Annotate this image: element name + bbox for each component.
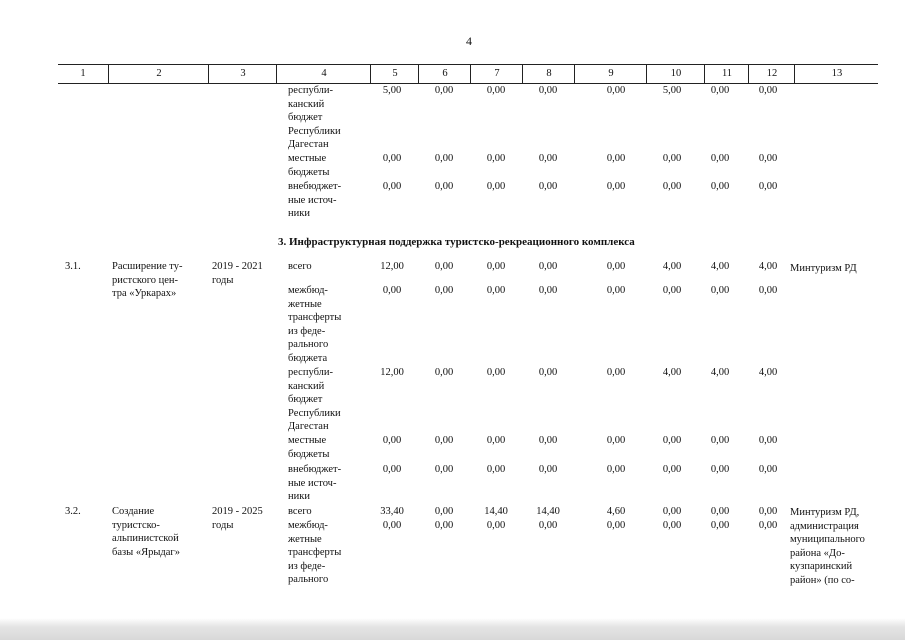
item-executor: Минтуризм РД, администрация муниципального района «До- кузпаринский район» (по со- — [790, 507, 865, 586]
item-3-1-value-col10: 0,00 — [662, 285, 682, 296]
item-3-1-value-col10: 4,00 — [662, 261, 682, 272]
item-3-2-row-label: всего — [288, 506, 312, 517]
item-3-2-value-col12: 0,00 — [758, 520, 778, 531]
item-3-1-value-col8: 0,00 — [538, 367, 558, 378]
item-3-1-value-col11: 4,00 — [710, 367, 730, 378]
item-3-1-value-col5: 0,00 — [382, 435, 402, 446]
item-3-1-value-col12: 4,00 — [758, 367, 778, 378]
table-header-row — [58, 64, 878, 84]
carryover-value-col9: 0,00 — [606, 181, 626, 192]
carryover-value-col7: 0,00 — [486, 85, 506, 96]
carryover-value-col12: 0,00 — [758, 153, 778, 164]
carryover-value-col6: 0,00 — [434, 85, 454, 96]
item-3-1-value-col11: 0,00 — [710, 435, 730, 446]
item-3-1-value-col11: 0,00 — [710, 285, 730, 296]
item-3-2-value-col5: 33,40 — [380, 506, 404, 517]
item-3-1-value-col8: 0,00 — [538, 435, 558, 446]
carryover-value-col8: 0,00 — [538, 85, 558, 96]
item-period: 2019 - 2025 годы — [212, 506, 263, 531]
carryover-value-col5: 0,00 — [382, 153, 402, 164]
carryover-value-col9: 0,00 — [606, 153, 626, 164]
carryover-value-col10: 0,00 — [662, 181, 682, 192]
carryover-value-col10: 5,00 — [662, 85, 682, 96]
carryover-value-col12: 0,00 — [758, 181, 778, 192]
header-cell-7: 7 — [470, 65, 523, 83]
header-cell-11: 11 — [704, 65, 749, 83]
carryover-value-col5: 5,00 — [382, 85, 402, 96]
item-3-1-value-col5: 12,00 — [380, 261, 404, 272]
header-cell-12: 12 — [748, 65, 795, 83]
item-3-1-value-col5: 0,00 — [382, 285, 402, 296]
header-cell-4: 4 — [276, 65, 371, 83]
item-executor: Минтуризм РД — [790, 263, 857, 274]
item-3-1-value-col11: 4,00 — [710, 261, 730, 272]
item-3-1-value-col10: 4,00 — [662, 367, 682, 378]
item-3-1-value-col12: 0,00 — [758, 285, 778, 296]
header-cell-2: 2 — [108, 65, 209, 83]
item-number: 3.1. — [65, 261, 81, 272]
item-3-1-value-col6: 0,00 — [434, 435, 454, 446]
item-3-2-value-col7: 14,40 — [484, 506, 508, 517]
item-3-1-value-col5: 12,00 — [380, 367, 404, 378]
header-cell-13: 13 — [794, 65, 879, 83]
header-cell-9: 9 — [574, 65, 647, 83]
item-3-2-value-col11: 0,00 — [710, 520, 730, 531]
carryover-row-label: внебюджет- ные источ- ники — [288, 181, 342, 219]
item-number: 3.2. — [65, 506, 81, 517]
item-name: Расширение ту- ристского цен- тра «Уркарах» — [112, 261, 183, 299]
carryover-value-col6: 0,00 — [434, 153, 454, 164]
item-3-1-value-col6: 0,00 — [434, 285, 454, 296]
carryover-value-col8: 0,00 — [538, 153, 558, 164]
carryover-value-col6: 0,00 — [434, 181, 454, 192]
carryover-value-col7: 0,00 — [486, 181, 506, 192]
item-3-2-value-col8: 14,40 — [536, 506, 560, 517]
item-period: 2019 - 2021 годы — [212, 261, 263, 286]
item-3-1-value-col7: 0,00 — [486, 464, 506, 475]
item-3-1-value-col8: 0,00 — [538, 261, 558, 272]
header-cell-5: 5 — [370, 65, 419, 83]
item-3-1-row-label: местные бюджеты — [288, 435, 330, 460]
header-cell-6: 6 — [418, 65, 471, 83]
item-3-2-value-col11: 0,00 — [710, 506, 730, 517]
item-3-1-value-col8: 0,00 — [538, 464, 558, 475]
item-3-2-value-col12: 0,00 — [758, 506, 778, 517]
section-title: 3. Инфраструктурная поддержка туристско-рекреационного комплекса — [278, 236, 635, 248]
item-3-1-row-label: всего — [288, 261, 312, 272]
carryover-value-col11: 0,00 — [710, 85, 730, 96]
item-3-1-value-col10: 0,00 — [662, 464, 682, 475]
carryover-value-col8: 0,00 — [538, 181, 558, 192]
item-3-2-row-label: межбюд- жетные трансферты из феде- рального — [288, 520, 342, 585]
item-3-1-value-col11: 0,00 — [710, 464, 730, 475]
item-name: Создание туристско- альпинистской базы «Ярыдаг» — [112, 506, 180, 558]
header-cell-3: 3 — [208, 65, 277, 83]
carryover-row-label: республи- канский бюджет Республики Дагестан — [288, 85, 341, 150]
item-3-1-value-col9: 0,00 — [606, 367, 626, 378]
carryover-value-col10: 0,00 — [662, 153, 682, 164]
item-3-1-value-col12: 4,00 — [758, 261, 778, 272]
item-3-1-value-col7: 0,00 — [486, 285, 506, 296]
item-3-1-value-col6: 0,00 — [434, 464, 454, 475]
item-3-1-value-col6: 0,00 — [434, 367, 454, 378]
item-3-2-value-col10: 0,00 — [662, 506, 682, 517]
item-3-1-value-col12: 0,00 — [758, 435, 778, 446]
carryover-value-col11: 0,00 — [710, 153, 730, 164]
item-3-1-value-col6: 0,00 — [434, 261, 454, 272]
carryover-row-label: местные бюджеты — [288, 153, 330, 178]
carryover-value-col7: 0,00 — [486, 153, 506, 164]
item-3-1-value-col10: 0,00 — [662, 435, 682, 446]
item-3-2-value-col7: 0,00 — [486, 520, 506, 531]
item-3-2-value-col6: 0,00 — [434, 506, 454, 517]
item-3-1-value-col8: 0,00 — [538, 285, 558, 296]
page-number: 4 — [466, 34, 472, 48]
item-3-1-row-label: республи- канский бюджет Республики Дагестан — [288, 367, 341, 432]
item-3-2-value-col5: 0,00 — [382, 520, 402, 531]
carryover-value-col12: 0,00 — [758, 85, 778, 96]
item-3-1-value-col7: 0,00 — [486, 261, 506, 272]
item-3-2-value-col10: 0,00 — [662, 520, 682, 531]
item-3-2-value-col8: 0,00 — [538, 520, 558, 531]
carryover-value-col5: 0,00 — [382, 181, 402, 192]
item-3-1-value-col7: 0,00 — [486, 435, 506, 446]
scan-shadow — [0, 618, 905, 640]
item-3-1-row-label: внебюджет- ные источ- ники — [288, 464, 342, 502]
item-3-1-value-col9: 0,00 — [606, 464, 626, 475]
header-cell-8: 8 — [522, 65, 575, 83]
item-3-1-value-col9: 0,00 — [606, 435, 626, 446]
carryover-value-col9: 0,00 — [606, 85, 626, 96]
carryover-value-col11: 0,00 — [710, 181, 730, 192]
item-3-2-value-col9: 0,00 — [606, 520, 626, 531]
item-3-2-value-col9: 4,60 — [606, 506, 626, 517]
header-cell-10: 10 — [646, 65, 705, 83]
item-3-1-value-col9: 0,00 — [606, 261, 626, 272]
item-3-1-value-col5: 0,00 — [382, 464, 402, 475]
header-cell-1: 1 — [80, 68, 86, 79]
item-3-1-value-col7: 0,00 — [486, 367, 506, 378]
item-3-2-value-col6: 0,00 — [434, 520, 454, 531]
item-3-1-value-col12: 0,00 — [758, 464, 778, 475]
item-3-1-row-label: межбюд- жетные трансферты из феде- рального бюджета — [288, 285, 342, 364]
item-3-1-value-col9: 0,00 — [606, 285, 626, 296]
